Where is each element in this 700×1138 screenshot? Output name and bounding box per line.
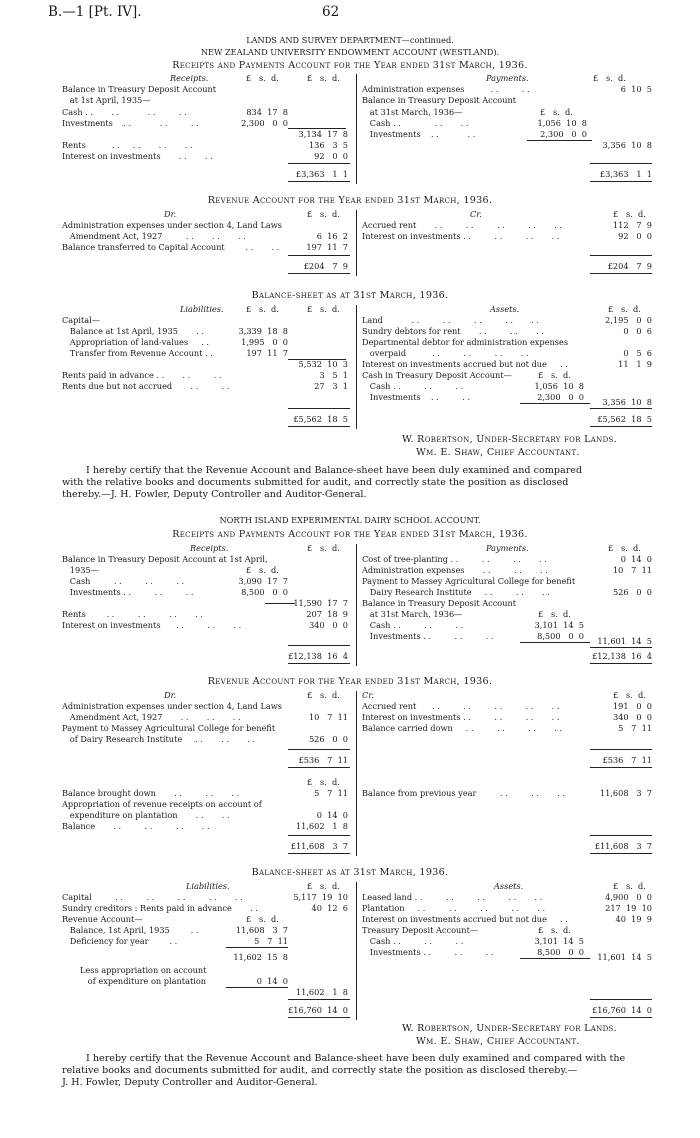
total: £12,138 16 4 bbox=[592, 651, 652, 661]
line: Balance . . . . . . . . bbox=[62, 821, 210, 831]
amount: 11,590 17 7 bbox=[293, 598, 348, 608]
line: Treasury Deposit Account— bbox=[362, 925, 479, 935]
certification: with the relative books and documents submitted for audit, and correctly state the position as disclosed bbox=[62, 477, 569, 488]
line: Sundry creditors : Rents paid in advance . . bbox=[62, 903, 258, 913]
amount: 5 7 11 bbox=[618, 723, 652, 733]
line: Deficiency for year . . bbox=[62, 936, 178, 946]
line: Less appropriation on account bbox=[80, 965, 207, 975]
signature-line: Wm. E. Shaw, Chief Accountant. bbox=[416, 1036, 580, 1047]
rp-payments-caption: Payments. bbox=[486, 543, 529, 553]
col-head: £ s. d. bbox=[593, 73, 626, 83]
total: £204 7 9 bbox=[607, 261, 652, 271]
line: Rents paid in advance . . . . . . bbox=[62, 370, 222, 380]
amount: 5,532 10 3 bbox=[298, 359, 348, 369]
amount: 2,300 0 0 bbox=[537, 392, 584, 402]
amount: 4,900 0 0 bbox=[605, 892, 652, 902]
amount: 11,608 3 7 bbox=[235, 925, 288, 935]
col-head: £ s. d. bbox=[307, 304, 340, 314]
line: Balance in Treasury Deposit Account at 1st April, bbox=[62, 554, 268, 564]
line: Investments . . . . . . bbox=[362, 631, 494, 641]
col-head: £ s. d. bbox=[538, 370, 571, 380]
certification: I hereby certify that the Revenue Account and Balance-sheet have been duly examined and compared bbox=[86, 465, 583, 476]
total: £536 7 11 bbox=[298, 755, 348, 765]
page-reference: B.—1 [Pt. IV]. bbox=[48, 4, 142, 20]
col-head: £ s. d. bbox=[608, 543, 641, 553]
line: Balance in Treasury Deposit Account bbox=[62, 84, 217, 94]
col-head: £ s. d. bbox=[246, 304, 279, 314]
dept-heading: LANDS AND SURVEY DEPARTMENT—continued. bbox=[246, 35, 454, 45]
col-head: £ s. d. bbox=[246, 565, 279, 575]
assets-caption: Assets. bbox=[490, 304, 520, 314]
certification: I hereby certify that the Revenue Account and Balance-sheet have been duly examined and compared with the bbox=[86, 1053, 626, 1064]
line: Dairy Research Institute . . . . . . bbox=[362, 587, 550, 597]
amount: 10 7 11 bbox=[612, 565, 652, 575]
amount: 0 0 6 bbox=[623, 326, 652, 336]
amount: 0 5 6 bbox=[623, 348, 652, 358]
line: of Dairy Research Institute . . . . . . bbox=[62, 734, 256, 744]
amount: 11,602 1 8 bbox=[295, 987, 348, 997]
amount: 136 3 5 bbox=[308, 140, 348, 150]
amount: 11 1 9 bbox=[618, 359, 652, 369]
amount: 3,101 14 5 bbox=[534, 936, 584, 946]
amount: 11,602 15 8 bbox=[233, 952, 288, 962]
rp-receipts-caption: Receipts. bbox=[190, 543, 229, 553]
line: Balance transferred to Capital Account . . . . bbox=[62, 242, 280, 252]
liabilities-caption: Liabilities. bbox=[180, 304, 224, 314]
col-head: £ s. d. bbox=[307, 690, 340, 700]
signature-line: W. Robertson, Under-Secretary for Lands. bbox=[402, 1023, 617, 1034]
line: 1935— bbox=[62, 565, 99, 575]
line: Accrued rent . . . . . . . . . . bbox=[362, 701, 560, 711]
total: £204 7 9 bbox=[303, 261, 348, 271]
total: £3,363 1 1 bbox=[295, 169, 348, 179]
line: Amendment Act, 1927 . . . . . . bbox=[62, 231, 246, 241]
col-head: £ s. d. bbox=[540, 107, 573, 117]
signature-line: W. Robertson, Under-Secretary for Lands. bbox=[402, 434, 617, 445]
line: Rents . . . . . . . . bbox=[62, 140, 193, 150]
amount: 11,608 3 7 bbox=[599, 788, 652, 798]
amount: 2,300 0 0 bbox=[241, 118, 288, 128]
dr-caption: Dr. bbox=[164, 209, 177, 219]
line: Administration expenses under section 4, Land Laws bbox=[62, 220, 282, 230]
col-head: £ s. d. bbox=[613, 209, 646, 219]
line: Cash . . . . . . bbox=[62, 576, 185, 586]
bs-title: Balance-sheet as at 31st March, 1936. bbox=[251, 290, 449, 301]
amount: 92 0 0 bbox=[618, 231, 652, 241]
line: Payment to Massey Agricultural College for benefit bbox=[62, 723, 276, 733]
amount: 2,300 0 0 bbox=[540, 129, 587, 139]
line: Rents due but not accrued . . . . bbox=[62, 381, 230, 391]
amount: 1,995 0 0 bbox=[241, 337, 288, 347]
amount: 340 0 0 bbox=[612, 712, 652, 722]
amount: 40 19 9 bbox=[615, 914, 652, 924]
amount: 92 0 0 bbox=[314, 151, 348, 161]
col-head: £ s. d. bbox=[307, 209, 340, 219]
amount: 197 11 7 bbox=[306, 242, 348, 252]
col-head: £ s. d. bbox=[613, 881, 646, 891]
certification: J. H. Fowler, Deputy Controller and Auditor-General. bbox=[62, 1077, 318, 1088]
total: £3,363 1 1 bbox=[599, 169, 652, 179]
liabilities-caption: Liabilities. bbox=[186, 881, 230, 891]
amount: 207 18 9 bbox=[306, 609, 348, 619]
line: Investments . . . . . . bbox=[62, 587, 194, 597]
dr-caption: Dr. bbox=[164, 690, 177, 700]
amount: 11,601 14 5 bbox=[597, 952, 652, 962]
line: Interest on investments . . . . . . bbox=[62, 620, 242, 630]
total: £16,760 14 0 bbox=[288, 1005, 348, 1015]
amount: 2,195 0 0 bbox=[605, 315, 652, 325]
line: of expenditure on plantation bbox=[80, 976, 207, 986]
col-head: £ s. d. bbox=[307, 881, 340, 891]
amount: 3,090 17 7 bbox=[238, 576, 288, 586]
cr-caption: Cr. bbox=[362, 690, 374, 700]
account-title: NORTH ISLAND EXPERIMENTAL DAIRY SCHOOL ACCOUNT. bbox=[219, 515, 481, 525]
line: Plantation . . . . . . . . . . bbox=[362, 903, 546, 913]
rp-receipts-caption: Receipts. bbox=[170, 73, 209, 83]
amount: 3,339 18 8 bbox=[238, 326, 288, 336]
line: Capital— bbox=[62, 315, 100, 325]
line: Balance in Treasury Deposit Account bbox=[362, 95, 517, 105]
col-head: £ s. d. bbox=[538, 609, 571, 619]
line: Leased land . . . . . . . . . . bbox=[362, 892, 543, 902]
total: £536 7 11 bbox=[602, 755, 652, 765]
line: Interest on investments accrued but not due . . bbox=[362, 914, 568, 924]
rp-payments-caption: Payments. bbox=[486, 73, 529, 83]
line: Land . . . . . . . . . . bbox=[362, 315, 539, 325]
line: Investments . . . . . . bbox=[62, 118, 199, 128]
certification: thereby.—J. H. Fowler, Deputy Controller and Auditor-General. bbox=[62, 489, 367, 500]
amount: 217 19 10 bbox=[605, 903, 652, 913]
rev-title: Revenue Account for the Year ended 31st March, 1936. bbox=[207, 195, 493, 206]
amount: 112 7 9 bbox=[612, 220, 652, 230]
line: expenditure on plantation . . . . bbox=[62, 810, 230, 820]
line: Balance, 1st April, 1935 . . bbox=[62, 925, 199, 935]
line: Cash . . . . . . bbox=[362, 381, 464, 391]
col-head: £ s. d. bbox=[538, 925, 571, 935]
col-head: £ s. d. bbox=[307, 543, 340, 553]
line: Balance from previous year . . . . . . bbox=[362, 788, 565, 798]
amount: 27 3 1 bbox=[314, 381, 348, 391]
certification: relative books and documents submitted for audit, and correctly state the position as disclosed thereby.— bbox=[62, 1065, 578, 1076]
line: Interest on investments accrued but not due . . bbox=[362, 359, 568, 369]
col-head: £ s. d. bbox=[307, 73, 340, 83]
col-head: £ s. d. bbox=[307, 777, 340, 787]
amount: 0 14 0 bbox=[256, 976, 288, 986]
amount: 1,056 10 8 bbox=[534, 381, 584, 391]
cr-caption: Cr. bbox=[470, 209, 482, 219]
amount: 8,500 0 0 bbox=[537, 947, 584, 957]
line: Accrued rent . . . . . . . . . . bbox=[362, 220, 563, 230]
amount: 11,601 14 5 bbox=[597, 636, 652, 646]
line: Cash . . . . . . bbox=[362, 620, 464, 630]
line: Rents . . . . . . . . bbox=[62, 609, 203, 619]
total: £5,562 18 5 bbox=[597, 414, 652, 424]
amount: 10 7 11 bbox=[308, 712, 348, 722]
amount: 3,356 10 8 bbox=[602, 397, 652, 407]
line: Departmental debtor for administration expenses bbox=[362, 337, 569, 347]
amount: 526 0 0 bbox=[308, 734, 348, 744]
line: Investments . . . . bbox=[362, 392, 471, 402]
amount: 3,134 17 8 bbox=[298, 129, 348, 139]
amount: 3,356 10 8 bbox=[602, 140, 652, 150]
line: at 1st April, 1935— bbox=[62, 95, 151, 105]
account-title: NEW ZEALAND UNIVERSITY ENDOWMENT ACCOUNT (WESTLAND). bbox=[200, 47, 500, 57]
col-head: £ s. d. bbox=[613, 690, 646, 700]
line: Cash . . . . . . . . bbox=[62, 107, 187, 117]
amount: 0 14 0 bbox=[620, 554, 652, 564]
amount: 11,602 1 8 bbox=[295, 821, 348, 831]
amount: 834 17 8 bbox=[246, 107, 288, 117]
line: Cost of tree-planting . . . . . . . . bbox=[362, 554, 547, 564]
amount: 1,056 10 8 bbox=[537, 118, 587, 128]
line: Payment to Massey Agricultural College for benefit bbox=[362, 576, 576, 586]
rp-title: Receipts and Payments Account for the Year ended 31st March, 1936. bbox=[172, 60, 528, 71]
amount: 40 12 6 bbox=[311, 903, 348, 913]
amount: 191 0 0 bbox=[612, 701, 652, 711]
line: Cash in Treasury Deposit Account— bbox=[362, 370, 512, 380]
assets-caption: Assets. bbox=[494, 881, 524, 891]
line: Interest on investments . . . . . . . . bbox=[362, 712, 560, 722]
rp-title: Receipts and Payments Account for the Year ended 31st March, 1936. bbox=[172, 529, 528, 540]
line: at 31st March, 1936— bbox=[362, 609, 463, 619]
amount: 5 7 11 bbox=[314, 788, 348, 798]
amount: 6 10 5 bbox=[620, 84, 652, 94]
line: overpaid . . . . . . . . bbox=[362, 348, 529, 358]
line: Revenue Account— bbox=[62, 914, 143, 924]
line: Cash . . . . . . bbox=[362, 118, 469, 128]
line: Investments . . . . bbox=[362, 129, 476, 139]
signature-line: Wm. E. Shaw, Chief Accountant. bbox=[416, 447, 580, 458]
total: £11,608 3 7 bbox=[290, 841, 348, 851]
line: Appropriation of land-values . . bbox=[62, 337, 210, 347]
line: Capital . . . . . . . . . . bbox=[62, 892, 243, 902]
rev-title: Revenue Account for the Year ended 31st March, 1936. bbox=[207, 676, 493, 687]
page-number: 62 bbox=[322, 4, 340, 20]
amount: 0 14 0 bbox=[316, 810, 348, 820]
amount: 5 7 11 bbox=[254, 936, 288, 946]
bs-title: Balance-sheet as at 31st March, 1936. bbox=[251, 867, 449, 878]
line: Appropriation of revenue receipts on account of bbox=[62, 799, 262, 809]
amount: 3,101 14 5 bbox=[534, 620, 584, 630]
line: Balance brought down . . . . . . bbox=[62, 788, 240, 798]
total: £11,608 3 7 bbox=[594, 841, 652, 851]
amount: 8,500 0 0 bbox=[537, 631, 584, 641]
line: Interest on investments . . . . bbox=[62, 151, 213, 161]
line: Transfer from Revenue Account . . bbox=[62, 348, 213, 358]
line: at 31st March, 1936— bbox=[362, 107, 463, 117]
amount: 5,117 19 10 bbox=[293, 892, 348, 902]
amount: 8,500 0 0 bbox=[241, 587, 288, 597]
line: Balance carried down . . . . . . . . bbox=[362, 723, 563, 733]
line: Investments . . . . . . bbox=[362, 947, 494, 957]
amount: 340 0 0 bbox=[308, 620, 348, 630]
col-head: £ s. d. bbox=[246, 914, 279, 924]
amount: 526 0 0 bbox=[612, 587, 652, 597]
line: Balance at 1st April, 1935 . . bbox=[62, 326, 204, 336]
line: Administration expenses under section 4, Land Laws bbox=[62, 701, 282, 711]
line: Sundry debtors for rent . . . . . . bbox=[362, 326, 544, 336]
col-head: £ s. d. bbox=[246, 73, 279, 83]
total: £12,138 16 4 bbox=[288, 651, 348, 661]
line: Administration expenses . . . . bbox=[362, 84, 530, 94]
col-head: £ s. d. bbox=[608, 304, 641, 314]
line: Amendment Act, 1927 . . . . . . bbox=[62, 712, 241, 722]
line: Administration expenses . . . . . . bbox=[362, 565, 548, 575]
line: Cash . . . . . . bbox=[362, 936, 464, 946]
line: Interest on investments . . . . . . . . bbox=[362, 231, 560, 241]
amount: 197 11 7 bbox=[246, 348, 288, 358]
line: Balance in Treasury Deposit Account bbox=[362, 598, 517, 608]
amount: 6 16 2 bbox=[316, 231, 348, 241]
total: £16,760 14 0 bbox=[592, 1005, 652, 1015]
amount: 3 5 1 bbox=[319, 370, 348, 380]
total: £5,562 18 5 bbox=[293, 414, 348, 424]
